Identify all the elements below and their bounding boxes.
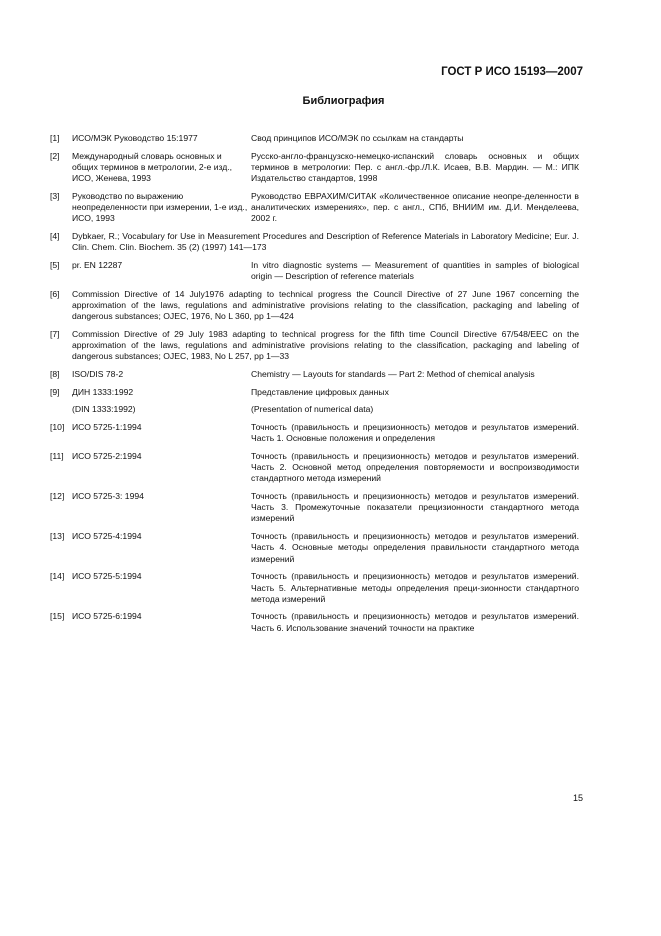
entry-number: [2] xyxy=(50,150,60,161)
entry-reference: pr. EN 12287 xyxy=(72,259,123,270)
entry-description: Точность (правильность и прецизионность) методов и результатов измерений. Часть 3. Промежуточные показатели прецизионности стандартного метода измерений xyxy=(251,491,579,524)
entry-description: Свод принципов ИСО/МЭК по ссылкам на стандарты xyxy=(251,133,464,143)
entry-reference: (DIN 1333:1992) xyxy=(72,404,136,415)
entry-reference: ISO/DIS 78-2 xyxy=(72,368,124,379)
entry-number: [1] xyxy=(50,133,60,143)
bibliography-entry xyxy=(50,404,579,415)
entry-reference: ИСО/МЭК Руководство 15:1977 xyxy=(72,133,198,143)
entry-description: Русско-англо-французско-немецко-испанский словарь основных и общих терминов в метрологии: Пер. с англ.-фр./Л.К. Исаев, В.В. Мардин. — М.: ИПК Издательство стандартов, 1998 xyxy=(251,150,579,184)
bibliography-entry xyxy=(50,191,579,225)
page-number: 15 xyxy=(573,793,584,803)
bibliography-entry xyxy=(50,231,579,253)
bibliography-entry xyxy=(50,422,579,444)
bibliography-entry xyxy=(50,571,579,605)
bibliography-entry xyxy=(50,451,579,485)
entry-reference: ДИН 1333:1992 xyxy=(72,386,134,397)
entry-number: [14] xyxy=(50,571,65,582)
entry-description: Точность (правильность и прецизионность) методов и результатов измерений. Часть 2. Основной метод определения повторяемости и воспроизводимости стандартного метода измерений xyxy=(251,450,579,484)
entry-description: Chemistry — Layouts for standards — Part 2: Method of chemical analysis xyxy=(251,368,535,379)
document-id-header: ГОСТ Р ИСО 15193—2007 xyxy=(441,66,583,78)
entry-number: [8] xyxy=(50,368,60,379)
entry-description: Представление цифровых данных xyxy=(251,386,389,397)
entry-description: Точность (правильность и прецизионность) методов и результатов измерений. Часть 4. Основные методы определения правильности стандартного метода измерений xyxy=(251,531,579,564)
entry-reference: ИСО 5725-3: 1994 xyxy=(72,491,144,502)
entry-description: Точность (правильность и прецизионность) методов и результатов измерений. Часть 6. Использование значений точности на практике xyxy=(251,611,579,633)
entry-number: [6] xyxy=(50,288,60,299)
page-title: Библиография xyxy=(302,95,385,107)
entry-number: [13] xyxy=(50,531,65,542)
entry-reference: ИСО 5725-5:1994 xyxy=(72,571,142,582)
entry-number: [11] xyxy=(50,450,64,461)
bibliography-entry xyxy=(50,289,579,323)
entry-number: [10] xyxy=(50,422,65,433)
bibliography-entry xyxy=(50,329,579,363)
entry-reference: Международный словарь основных и общих терминов в метрологии, 2-е изд., ИСО, Женева, 1993 xyxy=(72,150,233,184)
bibliography-entry xyxy=(50,151,579,185)
entry-number: [5] xyxy=(50,259,60,270)
entry-reference: Руководство по выражению неопределенности при измерении, 1-е изд., ИСО, 1993 xyxy=(72,190,248,224)
entry-full-citation: Dybkaer, R.; Vocabulary for Use in Measurement Procedures and Description of Reference Materials in Laboratory Medicine; Eur. J. Clin. Chem. Clin. Biochem. 35 (2) (1997) 141—173 xyxy=(72,230,579,253)
bibliography-entry xyxy=(50,133,579,144)
entry-description: (Presentation of numerical data) xyxy=(251,404,374,415)
entry-description: Точность (правильность и прецизионность) методов и результатов измерений. Часть 5. Альтернативные методы определения преци-зионности стандартного метода измерений xyxy=(251,571,579,604)
entry-number: [3] xyxy=(50,190,60,201)
entry-reference: ИСО 5725-6:1994 xyxy=(72,611,142,622)
entry-number: [15] xyxy=(50,611,65,622)
entry-description: Руководство ЕВРАХИМ/СИТАК «Количественное описание неопре-деленности в аналитических измерениях», пер. с англ., СПб, ВНИИМ им. Д.И. Менделеева, 2002 г. xyxy=(251,190,579,224)
bibliography-entry xyxy=(50,369,579,380)
entry-reference: ИСО 5725-4:1994 xyxy=(72,531,142,542)
entry-number: [4] xyxy=(50,230,60,241)
bibliography-entry xyxy=(50,491,579,525)
bibliography-entry xyxy=(50,260,579,282)
bibliography-entry xyxy=(50,611,579,633)
entry-reference: ИСО 5725-2:1994 xyxy=(72,450,142,461)
bibliography-list xyxy=(50,133,579,640)
bibliography-entry xyxy=(50,531,579,565)
entry-full-citation: Commission Directive of 14 July1976 adapting to technical progress the Council Directive of 27 June 1967 concerning the approximation of the laws, regulations and administrative provisions relating to the classification, packaging and labeling of dangerous substances; OJEC, 1976, No L 360, pp 1—424 xyxy=(72,288,579,322)
entry-reference: ИСО 5725-1:1994 xyxy=(72,422,142,433)
bibliography-entry xyxy=(50,387,579,398)
entry-number xyxy=(50,404,72,415)
entry-full-citation: Commission Directive of 29 July 1983 adapting to technical progress for the fifth time Council Directive 67/548/EEC on the approximation of the laws, regulations and administrative provisions relating to the classification, packaging and labeling of dangerous substances; OJEC, 1983, No L 257, pp 1—33 xyxy=(72,328,579,362)
entry-description: In vitro diagnostic systems — Measurement of quantities in samples of biological origin — Description of reference materials xyxy=(251,259,579,282)
entry-number: [12] xyxy=(50,491,65,502)
entry-description: Точность (правильность и прецизионность) методов и результатов измерений. Часть 1. Основные положения и определения xyxy=(251,422,579,444)
entry-number: [9] xyxy=(50,386,60,397)
entry-number: [7] xyxy=(50,328,60,339)
